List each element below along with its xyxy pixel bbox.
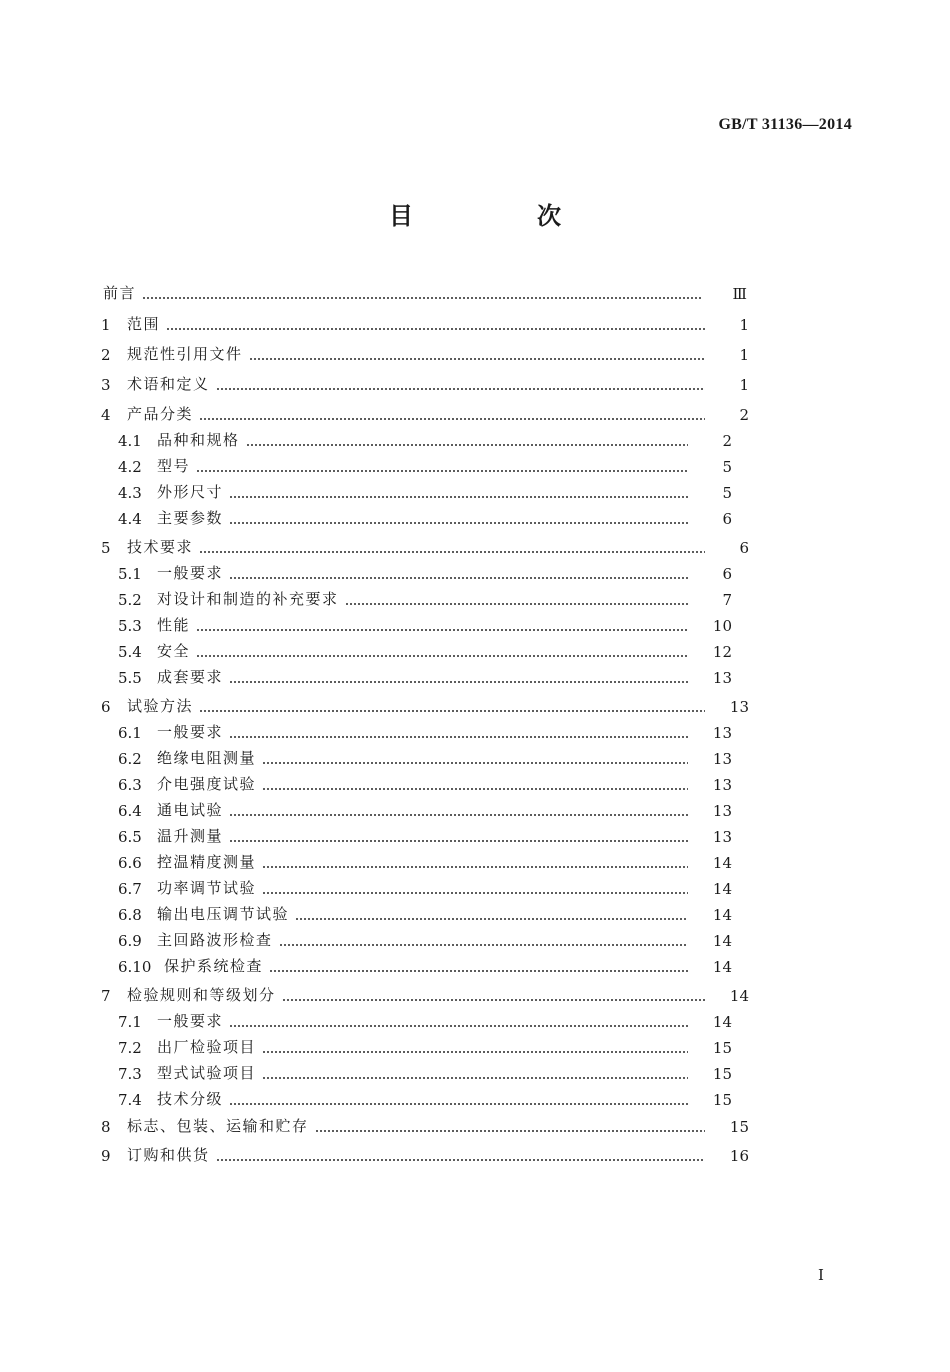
toc-entry-page: 12 xyxy=(712,643,732,661)
toc-entry-label: 技术分级 xyxy=(157,1090,224,1108)
toc-entry-label: 前言 xyxy=(103,284,137,302)
toc-entry[interactable] xyxy=(0,504,732,528)
toc-dot-leader xyxy=(199,710,705,712)
toc-entry-page: 13 xyxy=(712,776,732,794)
toc-dot-leader xyxy=(196,629,688,631)
toc-entry-page: 2 xyxy=(739,406,749,424)
toc-entry-label: 通电试验 xyxy=(157,801,224,819)
toc-dot-leader xyxy=(249,358,705,360)
toc-entry-page: 13 xyxy=(712,750,732,768)
toc-dot-leader xyxy=(229,522,688,524)
toc-entry-label: 输出电压调节试验 xyxy=(157,905,290,923)
toc-entry[interactable] xyxy=(0,874,732,898)
toc-entry-label: 功率调节试验 xyxy=(157,879,257,897)
toc-entry-number: 6.5 xyxy=(118,828,142,846)
toc-entry[interactable] xyxy=(0,426,732,450)
toc-dot-leader xyxy=(229,814,688,816)
toc-entry-number: 4 xyxy=(101,406,111,424)
toc-entry-page: 13 xyxy=(712,669,732,687)
toc-entry-number: 6.3 xyxy=(118,776,142,794)
toc-entry-label: 控温精度测量 xyxy=(157,853,257,871)
toc-dot-leader xyxy=(229,496,688,498)
toc-entry-number: 6.9 xyxy=(118,932,142,950)
toc-entry-label: 温升测量 xyxy=(157,827,224,845)
toc-entry-number: 6.7 xyxy=(118,880,142,898)
toc-entry-label: 介电强度试验 xyxy=(157,775,257,793)
toc-entry-number: 6.6 xyxy=(118,854,142,872)
toc-entry-page: 7 xyxy=(722,591,732,609)
toc-entry-number: 9 xyxy=(101,1147,111,1165)
toc-entry-label: 绝缘电阻测量 xyxy=(157,749,257,767)
toc-entry-number: 7.4 xyxy=(118,1091,142,1109)
toc-dot-leader xyxy=(262,762,688,764)
toc-entry-number: 2 xyxy=(101,346,111,364)
toc-entry-label: 保护系统检查 xyxy=(164,957,264,975)
toc-entry[interactable] xyxy=(0,611,732,635)
toc-entry[interactable] xyxy=(0,796,732,820)
toc-entry-page: 1 xyxy=(739,346,749,364)
toc-entry-page: 14 xyxy=(712,958,732,976)
toc-entry-page: 15 xyxy=(712,1065,732,1083)
toc-entry[interactable] xyxy=(0,1033,732,1057)
toc-entry[interactable] xyxy=(0,533,749,557)
toc-entry-label: 主回路波形检查 xyxy=(157,931,273,949)
toc-entry[interactable] xyxy=(0,400,749,424)
toc-entry-page: Ⅲ xyxy=(732,285,747,303)
toc-entry-number: 5.4 xyxy=(118,643,142,661)
toc-entry-label: 检验规则和等级划分 xyxy=(127,986,276,1004)
toc-entry-label: 性能 xyxy=(157,616,191,634)
toc-dot-leader xyxy=(269,970,688,972)
toc-entry-label: 出厂检验项目 xyxy=(157,1038,257,1056)
toc-entry-number: 5 xyxy=(101,539,111,557)
toc-dot-leader xyxy=(262,866,688,868)
toc-entry[interactable] xyxy=(0,744,732,768)
toc-entry-label: 型式试验项目 xyxy=(157,1064,257,1082)
toc-entry[interactable] xyxy=(0,1007,732,1031)
toc-entry-number: 4.2 xyxy=(118,458,142,476)
toc-entry-number: 6.1 xyxy=(118,724,142,742)
toc-entry[interactable] xyxy=(0,1085,732,1109)
toc-dot-leader xyxy=(262,892,688,894)
toc-entry[interactable] xyxy=(0,718,732,742)
toc-entry[interactable] xyxy=(0,279,747,303)
toc-entry-page: 15 xyxy=(729,1118,749,1136)
toc-entry[interactable] xyxy=(0,663,732,687)
toc-entry-label: 一般要求 xyxy=(157,1012,224,1030)
toc-entry[interactable] xyxy=(0,822,732,846)
toc-entry-page: 13 xyxy=(712,828,732,846)
toc-entry-page: 14 xyxy=(712,1013,732,1031)
toc-entry[interactable] xyxy=(0,1141,749,1165)
toc-entry-number: 5.1 xyxy=(118,565,142,583)
toc-entry-number: 7 xyxy=(101,987,111,1005)
toc-dot-leader xyxy=(199,551,705,553)
toc-dot-leader xyxy=(295,918,688,920)
toc-entry-label: 型号 xyxy=(157,457,191,475)
toc-entry-page: 6 xyxy=(722,565,732,583)
toc-dot-leader xyxy=(262,1077,688,1079)
toc-entry-page: 2 xyxy=(722,432,732,450)
page-title: 目 次 xyxy=(389,201,611,230)
toc-entry-label: 外形尺寸 xyxy=(157,483,224,501)
toc-entry[interactable] xyxy=(0,770,732,794)
toc-entry[interactable] xyxy=(0,310,749,334)
toc-entry-label: 术语和定义 xyxy=(127,375,210,393)
toc-dot-leader xyxy=(166,328,705,330)
toc-entry[interactable] xyxy=(0,926,732,950)
toc-entry-page: 6 xyxy=(722,510,732,528)
toc-dot-leader xyxy=(229,1103,688,1105)
toc-dot-leader xyxy=(345,603,688,605)
toc-entry-label: 品种和规格 xyxy=(157,431,240,449)
toc-entry-page: 13 xyxy=(712,724,732,742)
toc-dot-leader xyxy=(229,840,688,842)
toc-dot-leader xyxy=(246,444,688,446)
toc-entry-number: 5.5 xyxy=(118,669,142,687)
standard-code: GB/T 31136—2014 xyxy=(718,116,852,133)
toc-entry-label: 标志、包装、运输和贮存 xyxy=(127,1117,309,1135)
toc-entry-page: 14 xyxy=(712,932,732,950)
toc-entry-number: 5.3 xyxy=(118,617,142,635)
toc-entry-number: 6.8 xyxy=(118,906,142,924)
toc-entry[interactable] xyxy=(0,585,732,609)
toc-entry[interactable] xyxy=(0,848,732,872)
toc-dot-leader xyxy=(282,999,705,1001)
toc-dot-leader xyxy=(196,655,688,657)
toc-dot-leader xyxy=(216,388,705,390)
toc-dot-leader xyxy=(262,1051,688,1053)
toc-dot-leader xyxy=(216,1159,705,1161)
toc-entry-number: 3 xyxy=(101,376,111,394)
toc-entry[interactable] xyxy=(0,370,749,394)
toc-entry-label: 订购和供货 xyxy=(127,1146,210,1164)
toc-entry[interactable] xyxy=(0,1059,732,1083)
toc-entry-number: 4.3 xyxy=(118,484,142,502)
toc-dot-leader xyxy=(229,1025,688,1027)
toc-entry-page: 6 xyxy=(739,539,749,557)
toc-entry[interactable] xyxy=(0,692,749,716)
toc-entry-label: 一般要求 xyxy=(157,723,224,741)
toc-entry[interactable] xyxy=(0,1112,749,1136)
page-number: I xyxy=(818,1266,824,1284)
toc-entry-page: 10 xyxy=(712,617,732,635)
toc-entry-number: 1 xyxy=(101,316,111,334)
toc-dot-leader xyxy=(229,681,688,683)
toc-entry-number: 7.1 xyxy=(118,1013,142,1031)
toc-entry-label: 一般要求 xyxy=(157,564,224,582)
toc-entry-page: 14 xyxy=(712,854,732,872)
toc-entry-number: 6.10 xyxy=(118,958,152,976)
toc-entry-number: 4.1 xyxy=(118,432,142,450)
toc-entry-number: 7.2 xyxy=(118,1039,142,1057)
toc-entry-number: 8 xyxy=(101,1118,111,1136)
toc-entry-number: 6.4 xyxy=(118,802,142,820)
toc-entry-label: 成套要求 xyxy=(157,668,224,686)
toc-entry-label: 规范性引用文件 xyxy=(127,345,243,363)
toc-entry-number: 6 xyxy=(101,698,111,716)
toc-entry-label: 技术要求 xyxy=(127,538,194,556)
toc-entry-page: 14 xyxy=(729,987,749,1005)
toc-entry[interactable] xyxy=(0,340,749,364)
toc-entry[interactable] xyxy=(0,952,732,976)
toc-entry-page: 13 xyxy=(712,802,732,820)
toc-entry-number: 7.3 xyxy=(118,1065,142,1083)
toc-entry-page: 1 xyxy=(739,376,749,394)
toc-entry-label: 产品分类 xyxy=(127,405,194,423)
toc-entry[interactable] xyxy=(0,637,732,661)
toc-entry-number: 6.2 xyxy=(118,750,142,768)
toc-dot-leader xyxy=(229,577,688,579)
toc-entry-page: 15 xyxy=(712,1091,732,1109)
toc-entry[interactable] xyxy=(0,452,732,476)
toc-entry-label: 安全 xyxy=(157,642,191,660)
toc-entry-number: 4.4 xyxy=(118,510,142,528)
toc-entry-label: 对设计和制造的补充要求 xyxy=(157,590,339,608)
toc-entry-label: 范围 xyxy=(127,315,161,333)
toc-entry-number: 5.2 xyxy=(118,591,142,609)
toc-entry[interactable] xyxy=(0,478,732,502)
toc-dot-leader xyxy=(199,418,705,420)
toc-dot-leader xyxy=(142,297,703,299)
toc-dot-leader xyxy=(196,470,688,472)
toc-entry-page: 14 xyxy=(712,880,732,898)
toc-entry-label: 主要参数 xyxy=(157,509,224,527)
toc-entry-page: 5 xyxy=(722,458,732,476)
toc-dot-leader xyxy=(262,788,688,790)
toc-entry[interactable] xyxy=(0,981,749,1005)
toc-entry-page: 14 xyxy=(712,906,732,924)
toc-entry[interactable] xyxy=(0,559,732,583)
toc-entry-page: 13 xyxy=(729,698,749,716)
toc-dot-leader xyxy=(229,736,688,738)
toc-entry-page: 1 xyxy=(739,316,749,334)
toc-entry-page: 16 xyxy=(729,1147,749,1165)
toc-dot-leader xyxy=(279,944,688,946)
toc-entry-page: 5 xyxy=(722,484,732,502)
toc-entry-page: 15 xyxy=(712,1039,732,1057)
toc-entry[interactable] xyxy=(0,900,732,924)
toc-dot-leader xyxy=(315,1130,705,1132)
toc-entry-label: 试验方法 xyxy=(127,697,194,715)
